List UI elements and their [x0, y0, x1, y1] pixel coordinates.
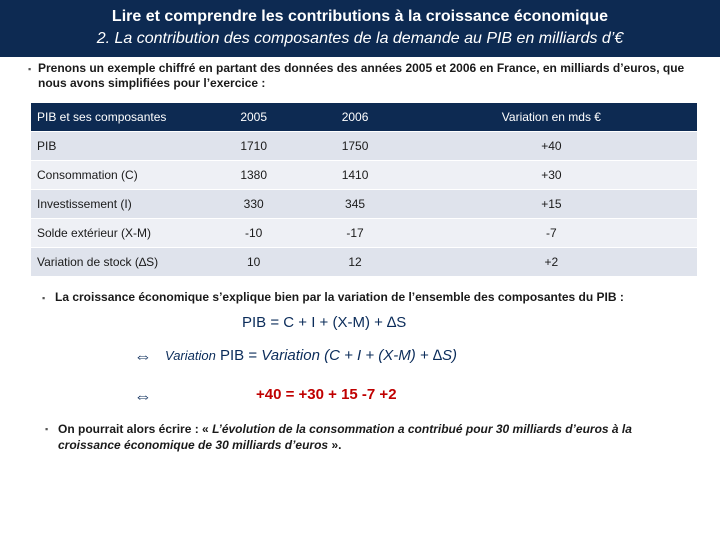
growth-explanation: La croissance économique s’explique bien par la variation de l’ensemble des composantes du PIB : — [55, 290, 624, 304]
table-row — [31, 161, 697, 190]
header-cell-components: PIB et ses composantes — [31, 103, 203, 132]
intro-text: Prenons un exemple chiffré en partant des données des années 2005 et 2006 en France, en milliards d’euros, que nous avons simplifiées pour l’exercice : — [38, 61, 685, 90]
equivalence-arrow-icon: ⇔ — [134, 386, 152, 406]
conclusion-text — [58, 421, 688, 453]
equivalence-arrow-icon: ⇔ — [134, 346, 152, 366]
cell-variation: +2 — [406, 248, 697, 277]
slide-title: Lire et comprendre les contributions à la croissance économique — [111, 8, 609, 25]
cell-variation: +40 — [406, 132, 697, 161]
bullet-icon: ▪ — [42, 293, 46, 303]
cell-2006: 1750 — [304, 132, 405, 161]
cell-variation: -7 — [406, 219, 697, 248]
bullet-icon: ▪ — [45, 424, 49, 434]
cell-2006: 345 — [304, 190, 405, 219]
cell-2005: 1710 — [203, 132, 304, 161]
cell-2006: 12 — [304, 248, 405, 277]
conclusion-quote: L’évolution de la consommation a contribué pour 30 milliards d’euros à la croissance économique de 30 milliards d’euros — [58, 422, 632, 452]
header-cell-2005: 2005 — [203, 103, 304, 132]
header-cell-2006: 2006 — [304, 103, 405, 132]
cell-2005: 330 — [203, 190, 304, 219]
table-row — [31, 248, 697, 277]
table-row — [31, 219, 697, 248]
cell-2005: 1380 — [203, 161, 304, 190]
row-label: PIB — [31, 132, 203, 161]
cell-2006: 1410 — [304, 161, 405, 190]
pib-identity-formula: PIB = C + I + (X-M) + ∆S — [242, 314, 407, 331]
table-header-row — [31, 103, 697, 132]
row-label: Solde extérieur (X-M) — [31, 219, 203, 248]
cell-2005: 10 — [203, 248, 304, 277]
variation-pib: PIB = — [215, 347, 262, 364]
variation-word: Variation — [165, 348, 216, 363]
row-label: Variation de stock (∆S) — [31, 248, 203, 277]
bullet-icon: ▪ — [28, 64, 32, 74]
cell-variation: +30 — [406, 161, 697, 190]
slide-header — [0, 0, 720, 57]
variation-formula — [165, 347, 457, 364]
row-label: Consommation (C) — [31, 161, 203, 190]
numeric-formula: +40 = +30 + 15 -7 +2 — [256, 386, 397, 403]
row-label: Investissement (I) — [31, 190, 203, 219]
pib-table — [31, 103, 697, 277]
table-row — [31, 132, 697, 161]
table-row — [31, 190, 697, 219]
cell-2006: -17 — [304, 219, 405, 248]
conclusion-lead: On pourrait alors écrire : « — [58, 422, 213, 436]
cell-variation: +15 — [406, 190, 697, 219]
header-cell-variation: Variation en mds € — [406, 103, 697, 132]
variation-rest: Variation (C + I + (X-M) + ∆S) — [261, 347, 458, 364]
cell-2005: -10 — [203, 219, 304, 248]
slide-subtitle: 2. La contribution des composantes de la demande au PIB en milliards d’€ — [96, 30, 624, 47]
conclusion-end: ». — [328, 438, 342, 452]
